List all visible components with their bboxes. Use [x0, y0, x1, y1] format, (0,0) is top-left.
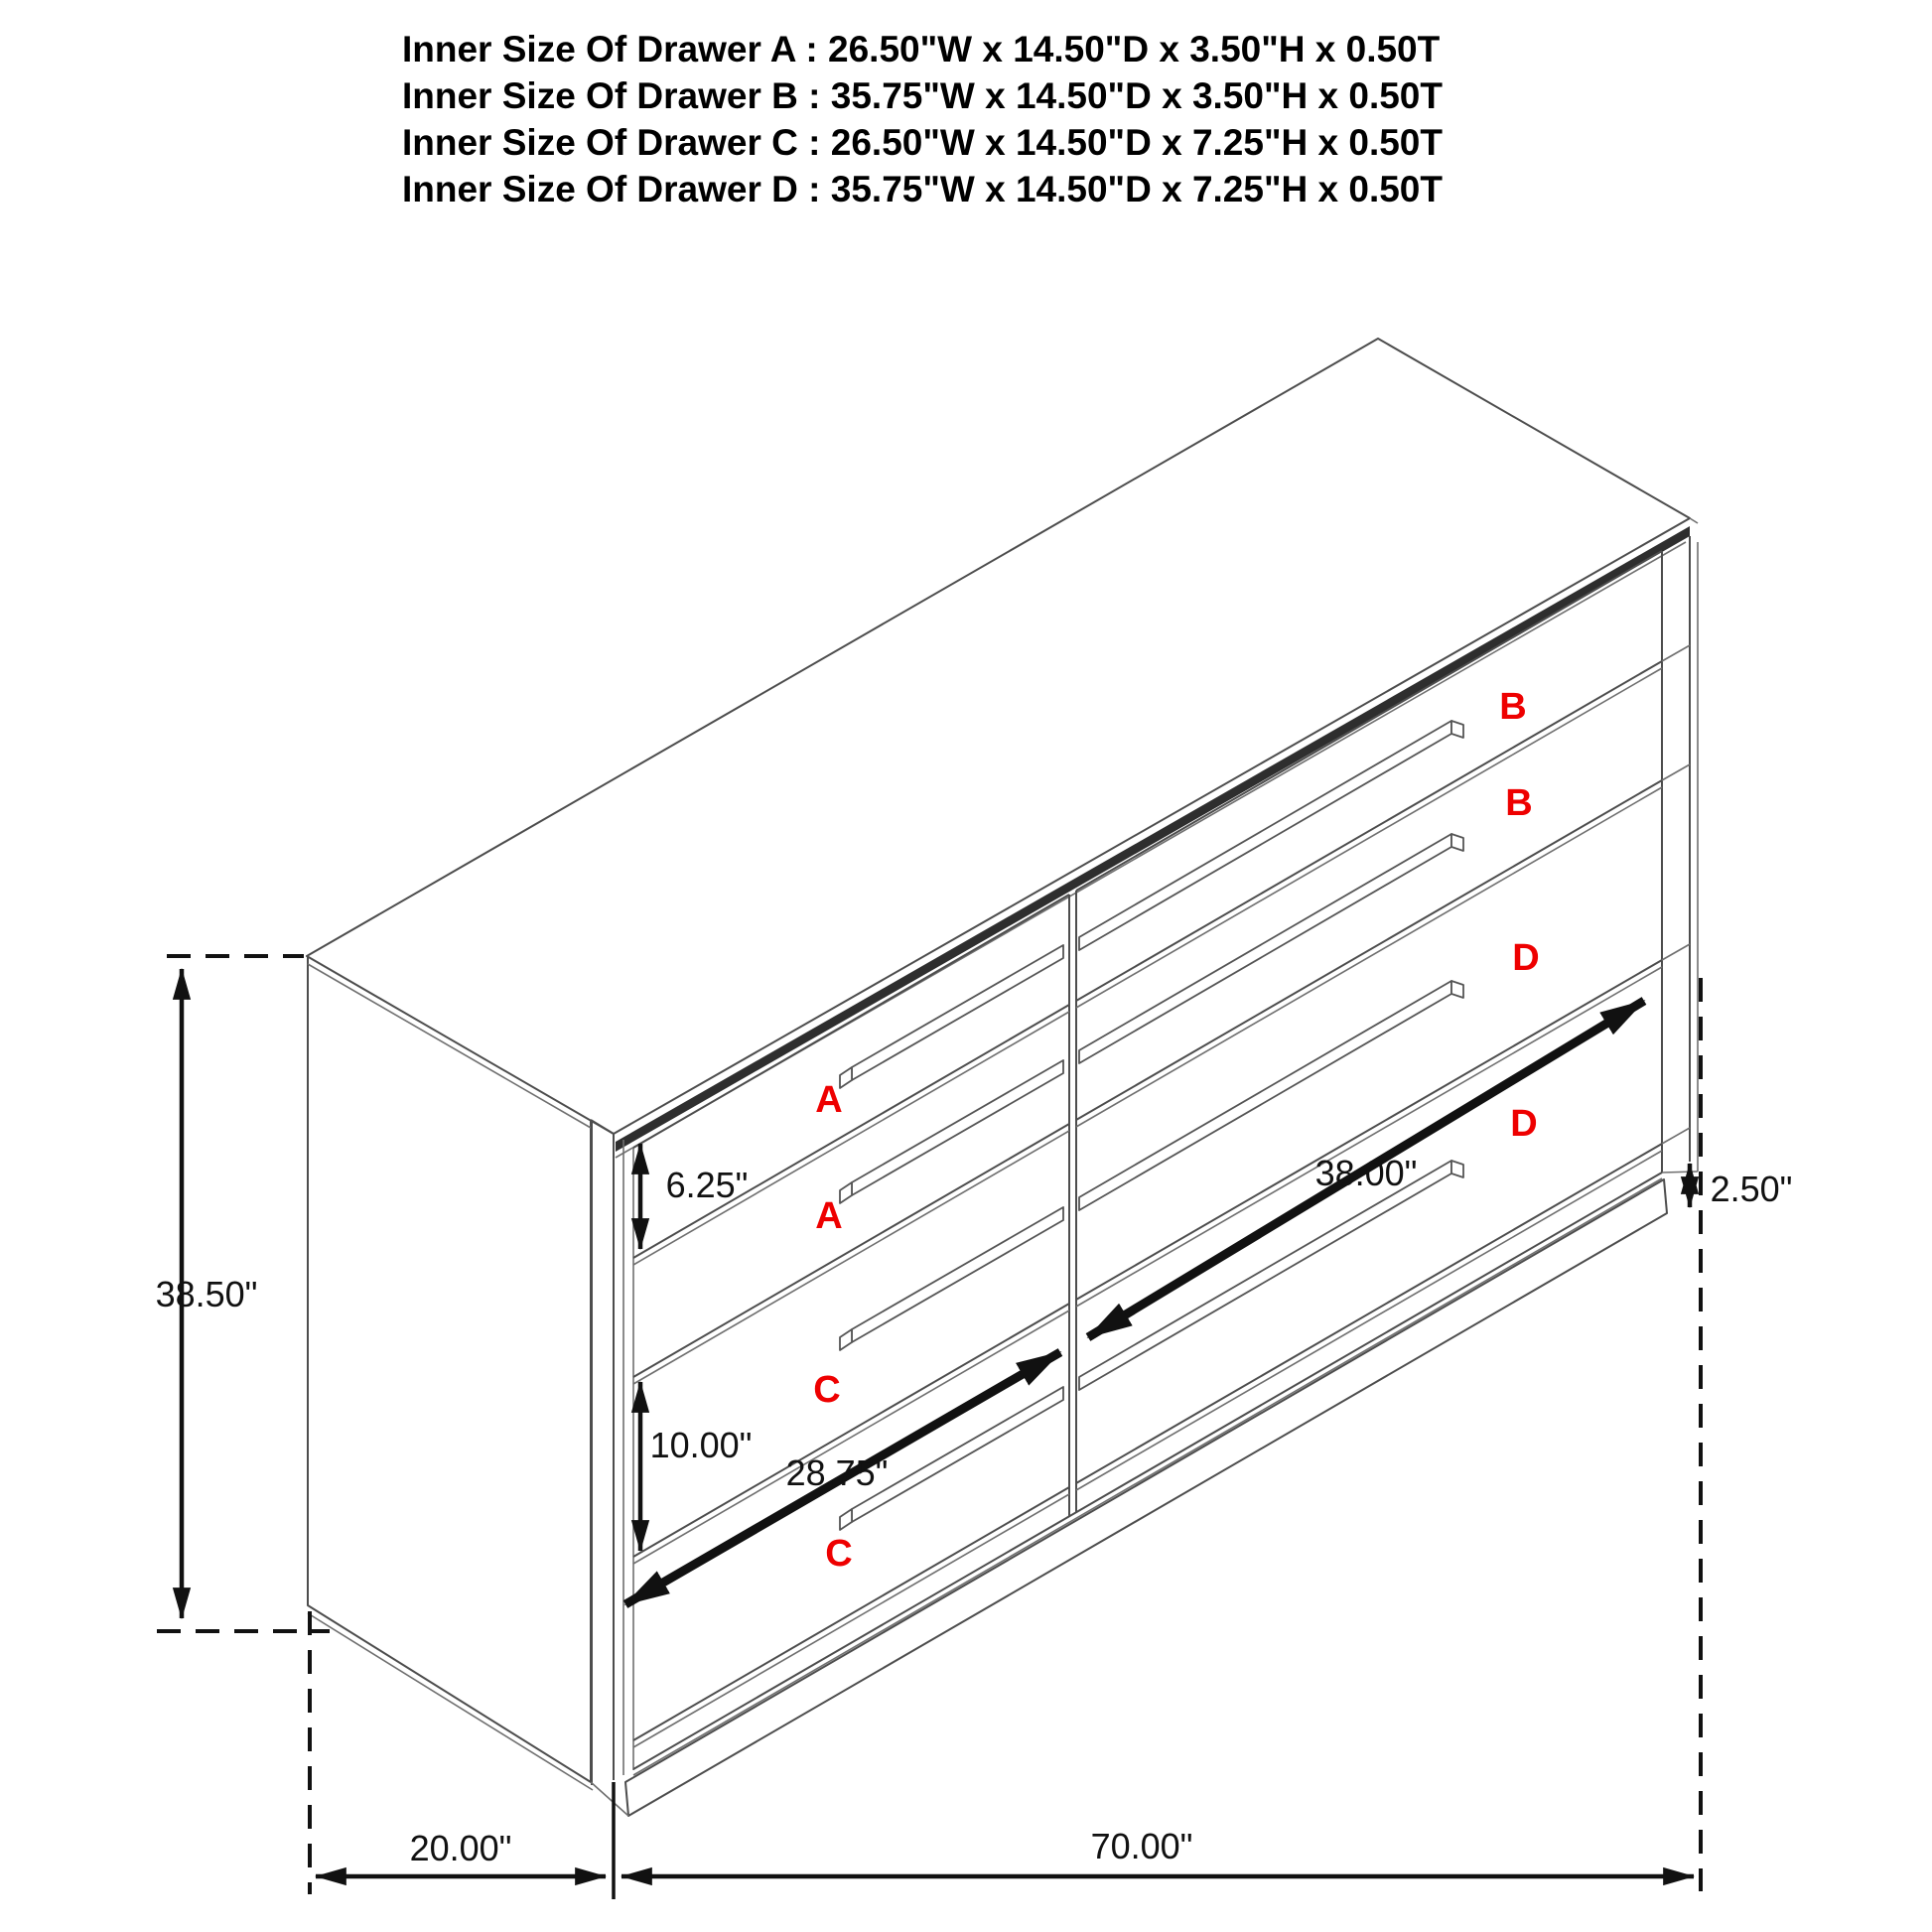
- drawer-handle-c1: [840, 1207, 1063, 1350]
- top-panel: [307, 339, 1690, 1134]
- dim-overall-depth-label: 20.00": [409, 1828, 512, 1868]
- drawer-label-d2: D: [1510, 1103, 1538, 1145]
- dim-small-drawer-height: [640, 1144, 748, 1249]
- drawer-handle-b2: [1079, 834, 1463, 1063]
- drawer-label-b1: B: [1499, 686, 1527, 728]
- drawer-label-a2: A: [815, 1195, 843, 1237]
- left-frame-strip: [592, 1120, 633, 1785]
- right-frame-strip: [1662, 518, 1698, 1173]
- dim-large-drawer-height-label: 10.00": [649, 1425, 753, 1465]
- drawer-handle-a2: [840, 1060, 1063, 1203]
- dim-overall-height-label: 38.50": [155, 1274, 258, 1314]
- spec-line-drawer-a: Inner Size Of Drawer A : 26.50"W x 14.50"D x 3.50"H x 0.50T: [402, 29, 1441, 69]
- dim-overall-height: [156, 956, 330, 1631]
- dim-base-height-label: 2.50": [1710, 1169, 1793, 1209]
- plinth-base: [625, 1179, 1667, 1816]
- spec-line-drawer-b: Inner Size Of Drawer B : 35.75"W x 14.50"D x 3.50"H x 0.50T: [402, 75, 1443, 116]
- dim-overall-width-label: 70.00": [1090, 1826, 1193, 1866]
- drawer-label-d1: D: [1512, 937, 1540, 979]
- cabinet-structure: [307, 339, 1698, 1816]
- spec-line-drawer-c: Inner Size Of Drawer C : 26.50"W x 14.50"D x 7.25"H x 0.50T: [402, 122, 1443, 163]
- dim-large-drawer-height: [640, 1382, 752, 1551]
- dim-small-drawer-height-label: 6.25": [665, 1165, 749, 1205]
- spec-line-drawer-d: Inner Size Of Drawer D : 35.75"W x 14.50"D x 7.25"H x 0.50T: [402, 169, 1443, 209]
- dim-base-height: [1690, 1164, 1792, 1209]
- drawer-label-c1: C: [813, 1369, 841, 1411]
- drawer-label-c2: C: [825, 1533, 853, 1575]
- dim-left-drawer-width-label: 28.75": [785, 1452, 889, 1493]
- drawer-label-a1: A: [815, 1079, 843, 1121]
- dim-right-drawer-width-label: 38.00": [1314, 1153, 1418, 1193]
- drawer-label-b2: B: [1505, 782, 1533, 824]
- dim-right-drawer-width: [1088, 1001, 1644, 1337]
- center-stile: [1069, 891, 1076, 1516]
